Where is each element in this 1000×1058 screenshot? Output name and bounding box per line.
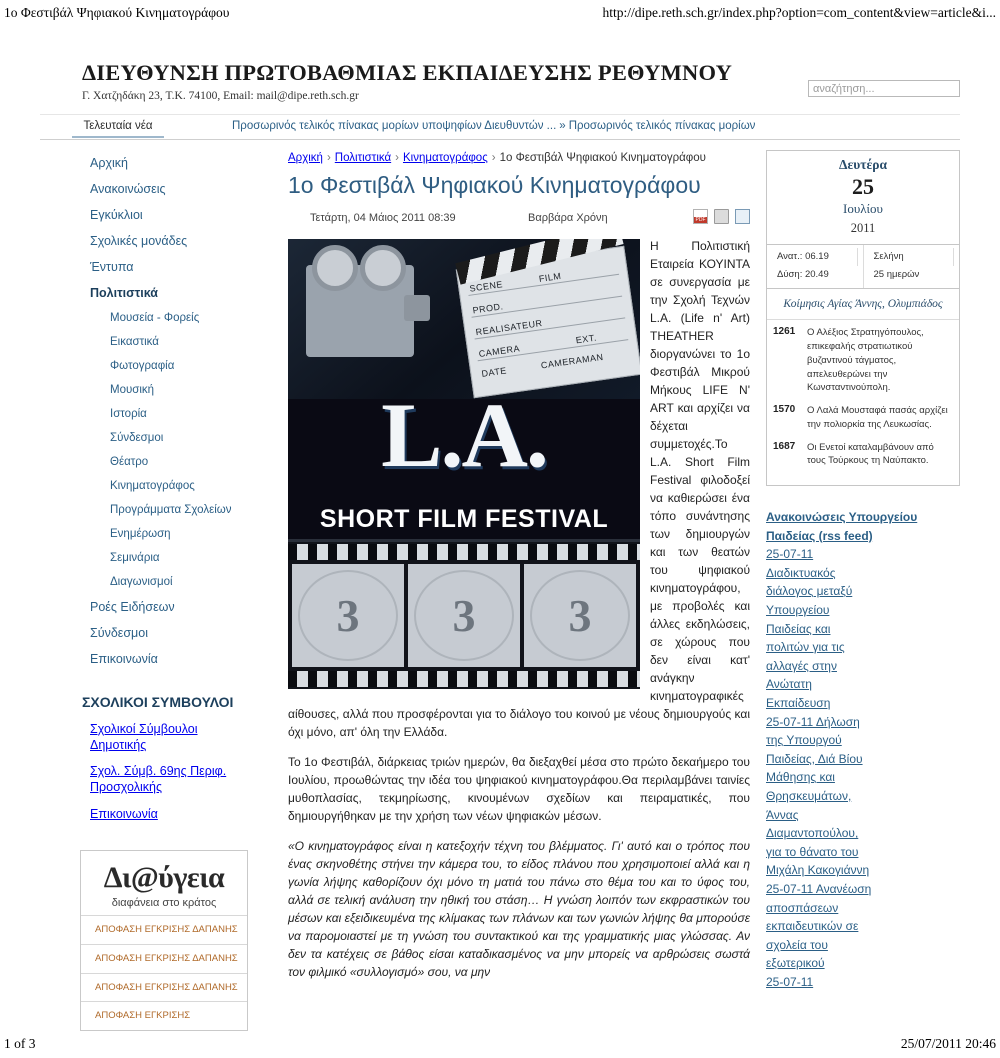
sidebar-item-syndesmoi[interactable]: Σύνδεσμοι <box>90 626 148 640</box>
latest-news-strip <box>40 114 960 140</box>
history-list <box>767 320 959 485</box>
calendar-top <box>767 151 959 244</box>
article-body <box>288 237 750 981</box>
diavgeia-item[interactable]: ΑΠΟΦΑΣΗ ΕΓΚΡΙΣΗΣ ΔΑΠΑΝΗΣ <box>81 973 247 1002</box>
email-icon[interactable] <box>735 209 750 224</box>
school-advisors-list <box>40 716 248 827</box>
diavgeia-item[interactable]: ΑΠΟΦΑΣΗ ΕΓΚΡΙΣΗΣ ΔΑΠΑΝΗΣ <box>81 944 247 973</box>
calendar-day-name: Δευτέρα <box>839 157 887 172</box>
sidebar-item-diagonismoi[interactable]: Διαγωνισμοί <box>110 576 173 588</box>
feed-line[interactable]: διάλογος μεταξύ <box>766 584 853 599</box>
breadcrumb-sep: › <box>395 152 399 164</box>
sidebar-item-anakoinoseis[interactable]: Ανακοινώσεις <box>90 182 166 196</box>
sidebar-item-sxolikoi-symvouloi-dimotikis[interactable]: Σχολικοί Σύμβουλοι Δημοτικής <box>90 721 198 752</box>
diavgeia-logo: Δι@ύγεια <box>103 861 225 894</box>
site-header <box>40 38 960 110</box>
calendar-day-number: 25 <box>852 174 874 199</box>
history-item <box>773 326 953 395</box>
calendar-year: 2011 <box>850 220 876 235</box>
diavgeia-item[interactable]: ΑΠΟΦΑΣΗ ΕΓΚΡΙΣΗΣ ΔΑΠΑΝΗΣ <box>81 915 247 944</box>
history-year: 1570 <box>773 404 796 416</box>
clap-line: PROD. <box>471 301 505 316</box>
feed-line[interactable]: Εκπαίδευση <box>766 696 831 711</box>
sunset: Δύση: 20.49 <box>777 269 829 281</box>
page-number: 1 of 3 <box>4 1036 36 1051</box>
feed-line[interactable]: για το θάνατο του <box>766 844 859 859</box>
projector-icon <box>306 265 414 357</box>
print-header <box>0 0 1000 21</box>
diavgeia-header <box>81 851 247 915</box>
history-year: 1261 <box>773 326 796 338</box>
feed-line[interactable]: 25-07-11 <box>766 547 814 562</box>
sidebar-item-epikoinonia[interactable]: Επικοινωνία <box>90 652 158 666</box>
sidebar-item-mousiki[interactable]: Μουσική <box>110 384 155 396</box>
calendar-month: Ιουλίου <box>842 200 883 216</box>
film-strip <box>288 539 640 689</box>
clap-line: CAMERAMAN <box>540 351 605 371</box>
moon-info <box>864 245 960 289</box>
print-icon[interactable] <box>714 209 729 224</box>
feed-line[interactable]: Διαμαντοπούλου, <box>766 826 859 841</box>
feed-line[interactable]: Παιδείας και <box>766 621 831 636</box>
film-frame: 3 <box>292 564 404 667</box>
breadcrumb-sep: › <box>491 152 496 164</box>
festival-poster-image <box>288 239 640 689</box>
news-link-2[interactable]: Προσωρινός τελικός πίνακας μορίων <box>568 120 756 132</box>
sun-times <box>767 245 864 289</box>
history-text: Ο Αλέξιος Στρατηγόπουλος, επικεφαλής στρατιωτικού βυζαντινού τάγματος, απελευθερώνει την Κωνσταντινούπολη. <box>807 327 924 394</box>
rss-feed-heading[interactable]: Ανακοινώσεις Υπουργείου Παιδείας (rss feed) <box>766 510 918 543</box>
sidebar-left <box>40 150 248 1022</box>
clapperboard-icon <box>456 246 640 398</box>
breadcrumb-item-1[interactable]: Αρχική <box>288 152 323 164</box>
feed-line[interactable]: Άννας <box>766 807 799 822</box>
sidebar-item-sxolikes-monades[interactable]: Σχολικές μονάδες <box>90 234 188 248</box>
article-actions <box>693 209 750 224</box>
latest-news-label: Τελευταία νέα <box>72 120 164 138</box>
sidebar-item-syndesmoi-sub[interactable]: Σύνδεσμοι <box>110 432 164 444</box>
news-separator: » <box>559 120 566 132</box>
film-frame: 3 <box>408 564 520 667</box>
nameday-text: Κοίμησις Αγίας Άννης, Ολυμπιάδος <box>767 289 959 320</box>
sidebar-item-egkyklioi[interactable]: Εγκύκλιοι <box>90 208 143 222</box>
calendar-widget <box>766 150 960 486</box>
diavgeia-tagline: διαφάνεια στο κράτος <box>111 897 217 909</box>
feed-line[interactable]: Παιδείας, Διά Βίου <box>766 751 863 766</box>
latest-news-items <box>232 120 755 132</box>
print-timestamp: 25/07/2011 20:46 <box>900 1036 996 1051</box>
feed-line[interactable]: Ανώτατη <box>766 677 812 692</box>
article-paragraph-3: «Ο κινηματογράφος είναι η κατεξοχήν τέχνη του βλέμματος. Γι' αυτό και ο τρόπος που ένας σκηνοθέτης στήνει την κάμερα του, το είδος πλάνου που χρησιμοποιεί αλλά και η γωνία λήψης καθορίζουν όχι μόνο τη ματιά του πάνω στο θέμα του και το ύφος του, αλλά σε τελική ανάλυση την ηθική του στάση… Η γνώση λοιπόν των εκφραστικών του μέσων και εξειδικευμένα της κλίμακας των πλάνων και των γωνιών λήψης θα μπορούσε να παρομοιαστεί με τη γνώση του συντακτικού και της γραμματικής μιας γλώσσας. Αν δεν τα κατέχεις σε βάθος είσαι καταδικασμένος να μην μπορείς να αρθρώσεις σωστά τον φιλμικό «συλλογισμό» σου, να μην <box>288 839 750 979</box>
sidebar-item-sxol-symv-69[interactable]: Σχολ. Σύμβ. 69ης Περιφ. Προσχολικής <box>90 764 227 795</box>
article-paragraph-2: Το 1ο Φεστιβάλ, διάρκειας τριών ημερών, θα διεξαχθεί μέσα στο πρώτο δεκαήμερο του Ιουλίου, προωθώντας την ιδέα του ψηφιακού κινηματογράφου.Θα περιλαμβάνει ταινίες μυθοπλασίας, τεκμηρίωσης, κινουμένων σχεδίων και πειραματικές, που δημιουργήθηκαν με την χρήση των νέων ψηφιακών μέσων. <box>288 755 750 823</box>
breadcrumb <box>288 150 750 167</box>
history-text: Οι Ενετοί καταλαμβάνουν από τους Τούρκους τη Ναύπακτο. <box>807 441 934 467</box>
feed-line[interactable]: 25-07-11 Δήλωση <box>766 714 860 729</box>
feed-line[interactable]: Μάθησης και <box>766 770 835 785</box>
feed-line[interactable]: αλλαγές στην <box>766 658 837 673</box>
clap-line: REALISATEUR <box>475 317 544 338</box>
article-meta <box>288 209 750 229</box>
clap-line: SCENE <box>468 279 504 294</box>
feed-line[interactable]: 25-07-11 <box>766 974 814 989</box>
feed-line[interactable]: της Υπουργού <box>766 733 842 748</box>
article-author: Βαρβάρα Χρόνη <box>528 212 608 224</box>
pdf-icon[interactable] <box>693 209 708 224</box>
breadcrumb-item-3[interactable]: Κινηματογράφος <box>402 152 488 164</box>
rss-feed-widget <box>766 508 960 991</box>
clap-line: DATE <box>480 365 508 379</box>
sidebar-item-theatro[interactable]: Θέατρο <box>110 456 149 468</box>
feed-line[interactable]: Διαδικτυακός <box>766 565 836 580</box>
article-paragraph-1: Η Πολιτιστική Εταιρεία ΚΟΥΙΝΤΑ σε συνεργασία με την Σχολή Τεχνών L.A. (Life n' Art) THEATHER διοργανώνει το 1ο Φεστιβάλ Μικρού Μήκους LIFE N' ART και αρχίζει να δέχεται συμμετοχές.Το L.A. Short Film Festival φιλοδοξεί να καθιερώσει ένα τόπο συνάντησης των δημιουργών και των θεατών του ψηφιακού κινηματογράφου, με προβολές και άλλες εκδηλώσεις, σε χώρους που δεν είναι κατ' ανάγκην κινηματογραφικές αίθουσες, αλλά που προσφέρονται για το διάλογο του κοινού με νέους δημιουργούς και όχι μόνο, απ' όλη την Ελλάδα. <box>288 239 750 739</box>
site-contact-info: Γ. Χατζηδάκη 23, Τ.Κ. 74100, Email: mail@dipe.reth.sch.gr <box>82 90 359 102</box>
feed-line[interactable]: Θρησκευμάτων, <box>766 789 852 804</box>
feed-line[interactable]: Υπουργείου <box>766 603 830 618</box>
breadcrumb-current: 1ο Φεστιβάλ Ψηφιακού Κινηματογράφου <box>499 152 706 164</box>
sidebar-item-arxiki[interactable]: Αρχική <box>90 156 128 170</box>
sunrise: Ανατ.: 06.19 <box>772 248 858 267</box>
feed-line[interactable]: εξωτερικού <box>766 956 825 971</box>
sun-moon-info <box>767 244 959 290</box>
article-date: Τετάρτη, 04 Μάιος 2011 08:39 <box>310 212 456 224</box>
feed-line[interactable]: πολιτών για τις <box>766 640 845 655</box>
breadcrumb-sep: › <box>326 152 331 164</box>
sidebar-item-roes-eidiseon[interactable]: Ροές Ειδήσεων <box>90 600 175 614</box>
main-navigation <box>40 150 248 672</box>
history-item <box>773 404 953 432</box>
sidebar-item-mouseia-foreis[interactable]: Μουσεία - Φορείς <box>110 312 200 324</box>
moon-label: Σελήνη <box>869 248 955 267</box>
print-header-url: http://dipe.reth.sch.gr/index.php?option=com_content&view=article&i... <box>602 5 996 20</box>
site-title: ΔΙΕΥΘΥΝΣΗ ΠΡΩΤΟΒΑΘΜΙΑΣ ΕΚΠΑΙΔΕΥΣΗΣ ΡΕΘΥΜΝΟΥ <box>82 60 733 85</box>
sidebar-item-programmata-sxoleion[interactable]: Προγράμματα Σχολείων <box>110 504 232 516</box>
feed-line[interactable]: εκπαιδευτικών σε <box>766 919 859 934</box>
sidebar-section-title: ΣΧΟΛΙΚΟΙ ΣΥΜΒΟΥΛΟΙ <box>82 694 234 710</box>
page-content <box>40 38 960 1022</box>
feed-line[interactable]: Μιχάλη Κακογιάννη <box>766 863 870 878</box>
sidebar-item-politistika[interactable]: Πολιτιστικά <box>90 286 158 300</box>
search-input[interactable] <box>808 80 960 97</box>
sidebar-item-kinimatografos[interactable]: Κινηματογράφος <box>110 480 195 492</box>
clap-line: EXT. <box>575 332 598 346</box>
moon-value: 25 ημερών <box>873 269 920 281</box>
poster-subtitle: SHORT FILM FESTIVAL <box>319 505 609 533</box>
sidebar-item-fotografia[interactable]: Φωτογραφία <box>110 360 175 372</box>
news-link-1[interactable]: Προσωρινός τελικός πίνακας μορίων υποψηφίων Διευθυντών ... <box>232 120 557 132</box>
history-item <box>773 441 953 469</box>
sidebar-right <box>766 150 960 992</box>
page-title: 1ο Φεστιβάλ Ψηφιακού Κινηματογράφου <box>288 172 701 199</box>
sidebar-item-istoria[interactable]: Ιστορία <box>110 408 147 420</box>
history-text: Ο Λαλά Μουσταφά πασάς αρχίζει την πολιορκία της Λευκωσίας. <box>807 405 948 430</box>
film-frame: 3 <box>524 564 636 667</box>
feed-line[interactable]: 25-07-11 Ανανέωση <box>766 881 872 896</box>
main-article <box>288 150 750 993</box>
sidebar-item-eikastika[interactable]: Εικαστικά <box>110 336 159 348</box>
diavgeia-banner[interactable] <box>80 850 248 1031</box>
diavgeia-item[interactable]: ΑΠΟΦΑΣΗ ΕΓΚΡΙΣΗΣ <box>81 1001 247 1030</box>
history-year: 1687 <box>773 440 796 452</box>
print-footer <box>0 1036 1000 1052</box>
sidebar-item-entypa[interactable]: Έντυπα <box>90 260 134 274</box>
feed-line[interactable]: σχολεία του <box>766 937 828 952</box>
body-columns <box>40 150 960 1030</box>
print-header-title: 1ο Φεστιβάλ Ψηφιακού Κινηματογράφου <box>4 5 230 20</box>
clap-line: CAMERA <box>478 343 521 360</box>
feed-line[interactable]: αποσπάσεων <box>766 900 839 915</box>
breadcrumb-item-2[interactable]: Πολιτιστικά <box>334 152 392 164</box>
sidebar-item-enimerosi[interactable]: Ενημέρωση <box>110 528 171 540</box>
film-frames <box>292 564 636 667</box>
sidebar-item-seminaria[interactable]: Σεμινάρια <box>110 552 160 564</box>
poster-la-logo: L.A. <box>381 384 547 486</box>
clap-line: FILM <box>538 270 562 284</box>
sidebar-item-epikoinonia-2[interactable]: Επικοινωνία <box>90 806 158 821</box>
